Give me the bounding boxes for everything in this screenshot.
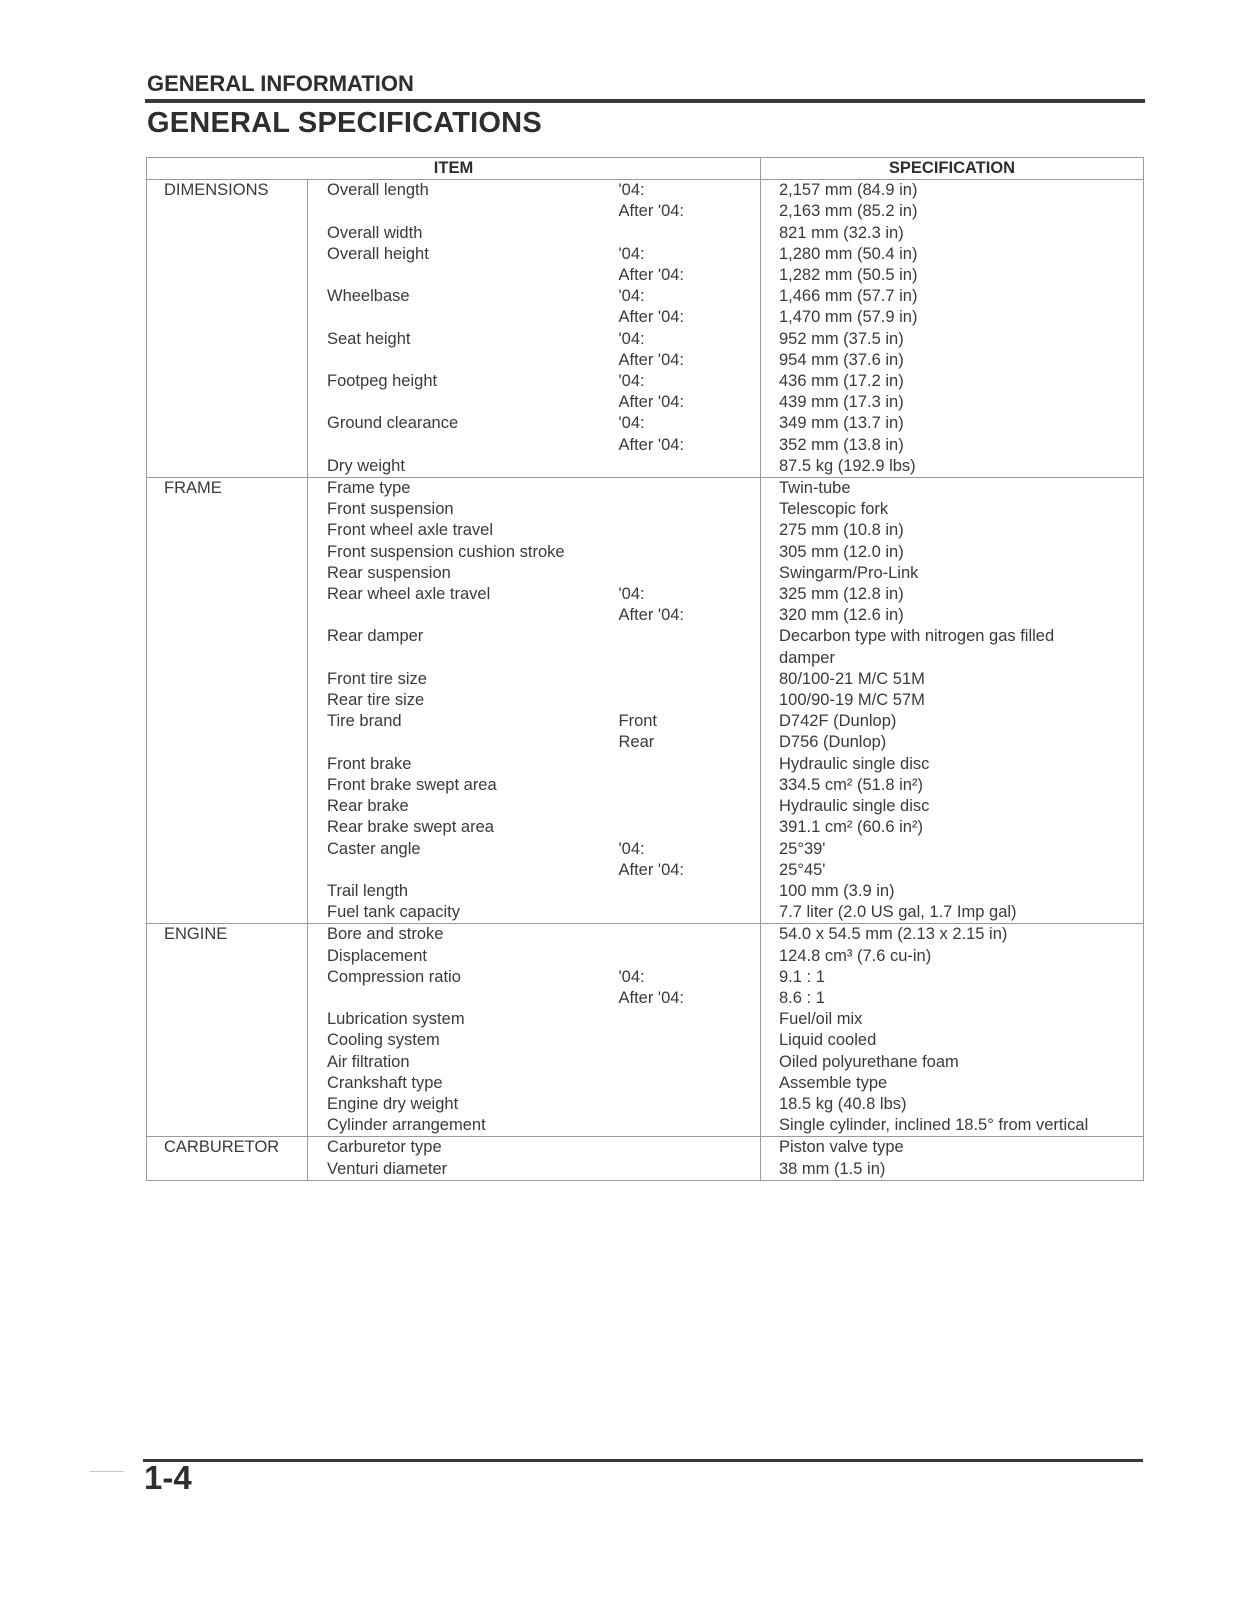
- item-label: Displacement: [327, 946, 427, 965]
- category-cell: [147, 817, 308, 838]
- item-label: Frame type: [327, 479, 411, 498]
- category-cell: [147, 1073, 308, 1094]
- item-cell: [308, 413, 619, 455]
- category-cell: [147, 711, 308, 753]
- qualifier-label: '04:: [618, 372, 645, 391]
- specification-value: Hydraulic single disc: [779, 797, 930, 816]
- table-row: [147, 626, 1144, 668]
- category-cell: [147, 456, 308, 478]
- item-cell: [308, 1030, 619, 1051]
- item-label: Carburetor type: [327, 1138, 442, 1157]
- item-cell: [308, 1137, 619, 1159]
- table-row: [147, 520, 1144, 541]
- specification-cell: [761, 456, 1144, 478]
- specification-cell: [761, 881, 1144, 902]
- item-label: Front brake: [327, 754, 412, 773]
- item-label: Fuel tank capacity: [327, 903, 460, 922]
- specification-value: 1,280 mm (50.4 in): [779, 244, 918, 263]
- table-row: [147, 924, 1144, 946]
- table-row: [147, 1073, 1144, 1094]
- item-cell: [308, 754, 619, 775]
- specification-value: 954 mm (37.6 in): [779, 350, 904, 369]
- category-label: FRAME: [164, 479, 222, 498]
- item-cell: [308, 1009, 619, 1030]
- item-cell: [308, 244, 619, 286]
- item-label: Compression ratio: [327, 967, 461, 986]
- table-row: [147, 1052, 1144, 1073]
- category-cell: [147, 413, 308, 455]
- category-cell: [147, 478, 308, 500]
- specification-value: 7.7 liter (2.0 US gal, 1.7 Imp gal): [779, 903, 1017, 922]
- section-header: GENERAL INFORMATION: [147, 71, 414, 96]
- item-label: Rear brake: [327, 797, 409, 816]
- table-row: [147, 223, 1144, 244]
- specification-value: 1,470 mm (57.9 in): [779, 308, 918, 327]
- specification-value: 2,157 mm (84.9 in): [779, 181, 918, 200]
- table-row: [147, 456, 1144, 478]
- category-cell: [147, 329, 308, 371]
- category-cell: [147, 542, 308, 563]
- qualifier-cell: [619, 329, 761, 371]
- item-label: Lubrication system: [327, 1010, 465, 1029]
- specification-cell: [761, 1159, 1144, 1181]
- category-cell: [147, 286, 308, 328]
- item-cell: [308, 1115, 619, 1137]
- item-cell: [308, 1052, 619, 1073]
- item-cell: [308, 626, 619, 668]
- specification-cell: [761, 967, 1144, 1009]
- item-label: Front suspension cushion stroke: [327, 542, 565, 561]
- qualifier-label: Rear: [618, 733, 655, 752]
- qualifier-cell: [619, 839, 761, 881]
- specification-value: 80/100-21 M/C 51M: [779, 669, 925, 688]
- qualifier-cell: [619, 478, 761, 500]
- qualifier-cell: [619, 244, 761, 286]
- item-label: Rear brake swept area: [327, 818, 494, 837]
- item-label: Cooling system: [327, 1031, 440, 1050]
- specification-value: Oiled polyurethane foam: [779, 1052, 959, 1071]
- category-cell: [147, 1052, 308, 1073]
- qualifier-cell: [619, 754, 761, 775]
- item-cell: [308, 584, 619, 626]
- item-cell: [308, 1073, 619, 1094]
- specification-value: 391.1 cm² (60.6 in²): [779, 818, 923, 837]
- item-label: Air filtration: [327, 1052, 410, 1071]
- item-label: Caster angle: [327, 839, 421, 858]
- qualifier-cell: [619, 286, 761, 328]
- qualifier-cell: [619, 456, 761, 478]
- qualifier-label: After '04:: [618, 435, 685, 454]
- qualifier-cell: [619, 796, 761, 817]
- category-cell: [147, 1137, 308, 1159]
- table-row: [147, 817, 1144, 838]
- category-cell: [147, 223, 308, 244]
- item-cell: [308, 329, 619, 371]
- specification-cell: [761, 1009, 1144, 1030]
- specification-value: Swingarm/Pro-Link: [779, 563, 919, 582]
- item-label: Overall height: [327, 244, 429, 263]
- item-label: Footpeg height: [327, 372, 438, 391]
- item-cell: [308, 1094, 619, 1115]
- table-row: [147, 371, 1144, 413]
- specification-value: 349 mm (13.7 in): [779, 414, 904, 433]
- qualifier-cell: [619, 1030, 761, 1051]
- specification-value: Liquid cooled: [779, 1031, 877, 1050]
- item-cell: [308, 180, 619, 223]
- table-row: [147, 329, 1144, 371]
- category-cell: [147, 499, 308, 520]
- qualifier-cell: [619, 1094, 761, 1115]
- table-row: [147, 754, 1144, 775]
- qualifier-cell: [619, 626, 761, 668]
- table-body: [147, 180, 1144, 1181]
- item-label: Ground clearance: [327, 414, 459, 433]
- specification-value: 9.1 : 1: [779, 967, 825, 986]
- qualifier-label: After '04:: [618, 202, 685, 221]
- category-cell: [147, 924, 308, 946]
- qualifier-label: '04:: [618, 329, 645, 348]
- qualifier-cell: [619, 584, 761, 626]
- item-label: Rear suspension: [327, 563, 451, 582]
- specification-value: Assemble type: [779, 1073, 888, 1092]
- specification-value: Fuel/oil mix: [779, 1010, 863, 1029]
- specification-cell: [761, 775, 1144, 796]
- qualifier-cell: [619, 711, 761, 753]
- column-header-item: ITEM: [147, 158, 761, 180]
- item-label: Wheelbase: [327, 287, 410, 306]
- item-cell: [308, 924, 619, 946]
- table-row: [147, 881, 1144, 902]
- table-row: [147, 690, 1144, 711]
- item-label: Bore and stroke: [327, 925, 444, 944]
- specification-value: 54.0 x 54.5 mm (2.13 x 2.15 in): [779, 925, 1008, 944]
- specification-value: 436 mm (17.2 in): [779, 372, 904, 391]
- specification-value: D742F (Dunlop): [779, 712, 897, 731]
- category-cell: [147, 180, 308, 223]
- category-cell: [147, 1030, 308, 1051]
- category-cell: [147, 1159, 308, 1181]
- specification-cell: [761, 754, 1144, 775]
- specification-cell: [761, 626, 1144, 668]
- qualifier-label: '04:: [618, 244, 645, 263]
- item-cell: [308, 499, 619, 520]
- specification-value: Piston valve type: [779, 1138, 904, 1157]
- item-cell: [308, 286, 619, 328]
- specification-cell: [761, 286, 1144, 328]
- specification-cell: [761, 584, 1144, 626]
- item-cell: [308, 371, 619, 413]
- table-row: [147, 413, 1144, 455]
- specification-value: 821 mm (32.3 in): [779, 223, 904, 242]
- item-label: Engine dry weight: [327, 1094, 459, 1113]
- table-row: [147, 1159, 1144, 1181]
- specification-value: 352 mm (13.8 in): [779, 435, 904, 454]
- qualifier-cell: [619, 881, 761, 902]
- item-cell: [308, 881, 619, 902]
- category-cell: [147, 584, 308, 626]
- specification-cell: [761, 946, 1144, 967]
- specification-value: 2,163 mm (85.2 in): [779, 202, 918, 221]
- item-cell: [308, 563, 619, 584]
- specification-value: Hydraulic single disc: [779, 754, 930, 773]
- specification-value: 952 mm (37.5 in): [779, 329, 904, 348]
- table-row: [147, 711, 1144, 753]
- category-cell: [147, 520, 308, 541]
- specification-value: damper: [779, 648, 835, 667]
- category-cell: [147, 244, 308, 286]
- table-row: [147, 499, 1144, 520]
- table-row: [147, 286, 1144, 328]
- table-row: [147, 542, 1144, 563]
- item-label: Trail length: [327, 881, 409, 900]
- table-row: [147, 1137, 1144, 1159]
- specification-value: 25°39': [779, 839, 826, 858]
- qualifier-cell: [619, 1159, 761, 1181]
- category-cell: [147, 881, 308, 902]
- qualifier-cell: [619, 563, 761, 584]
- item-label: Cylinder arrangement: [327, 1116, 486, 1135]
- column-header-specification: SPECIFICATION: [761, 158, 1144, 180]
- category-cell: [147, 775, 308, 796]
- item-cell: [308, 817, 619, 838]
- qualifier-cell: [619, 371, 761, 413]
- specification-value: 25°45': [779, 860, 826, 879]
- specification-value: 325 mm (12.8 in): [779, 585, 904, 604]
- qualifier-label: Front: [618, 712, 658, 731]
- table-row: [147, 563, 1144, 584]
- item-label: Crankshaft type: [327, 1073, 443, 1092]
- category-cell: [147, 1115, 308, 1137]
- specification-cell: [761, 711, 1144, 753]
- category-cell: [147, 690, 308, 711]
- specification-value: 100 mm (3.9 in): [779, 881, 895, 900]
- category-cell: [147, 669, 308, 690]
- item-cell: [308, 690, 619, 711]
- specification-cell: [761, 902, 1144, 924]
- qualifier-label: After '04:: [618, 350, 685, 369]
- table-row: [147, 584, 1144, 626]
- specification-cell: [761, 690, 1144, 711]
- item-label: Front wheel axle travel: [327, 521, 493, 540]
- category-cell: [147, 902, 308, 924]
- specification-cell: [761, 1137, 1144, 1159]
- specification-value: Twin-tube: [779, 479, 851, 498]
- item-label: Overall length: [327, 181, 429, 200]
- specification-value: 1,282 mm (50.5 in): [779, 266, 918, 285]
- page-title: GENERAL SPECIFICATIONS: [147, 107, 542, 139]
- item-label: Front brake swept area: [327, 775, 497, 794]
- qualifier-cell: [619, 924, 761, 946]
- category-cell: [147, 563, 308, 584]
- qualifier-cell: [619, 413, 761, 455]
- qualifier-label: '04:: [618, 414, 645, 433]
- footer-rule: [143, 1459, 1143, 1462]
- specification-value: 18.5 kg (40.8 lbs): [779, 1094, 907, 1113]
- item-cell: [308, 967, 619, 1009]
- specification-cell: [761, 839, 1144, 881]
- item-label: Rear wheel axle travel: [327, 585, 491, 604]
- specification-cell: [761, 180, 1144, 223]
- item-cell: [308, 542, 619, 563]
- specification-cell: [761, 1094, 1144, 1115]
- specification-value: 1,466 mm (57.7 in): [779, 287, 918, 306]
- table-row: [147, 1009, 1144, 1030]
- qualifier-label: '04:: [618, 181, 645, 200]
- specification-cell: [761, 796, 1144, 817]
- specification-cell: [761, 329, 1144, 371]
- table-row: [147, 946, 1144, 967]
- qualifier-cell: [619, 775, 761, 796]
- specification-value: D756 (Dunlop): [779, 733, 887, 752]
- category-label: CARBURETOR: [164, 1138, 280, 1157]
- qualifier-cell: [619, 690, 761, 711]
- qualifier-cell: [619, 817, 761, 838]
- category-label: ENGINE: [164, 925, 228, 944]
- item-cell: [308, 796, 619, 817]
- qualifier-label: After '04:: [618, 860, 685, 879]
- table-row: [147, 669, 1144, 690]
- category-cell: [147, 626, 308, 668]
- specification-value: 305 mm (12.0 in): [779, 542, 904, 561]
- table-row: [147, 796, 1144, 817]
- specification-value: Decarbon type with nitrogen gas filled: [779, 627, 1055, 646]
- category-cell: [147, 796, 308, 817]
- item-label: Rear damper: [327, 627, 424, 646]
- qualifier-label: After '04:: [618, 606, 685, 625]
- table-row: [147, 478, 1144, 500]
- qualifier-label: After '04:: [618, 266, 685, 285]
- specification-value: 275 mm (10.8 in): [779, 521, 904, 540]
- table-row: [147, 180, 1144, 223]
- qualifier-cell: [619, 542, 761, 563]
- item-label: Front tire size: [327, 669, 427, 688]
- specification-value: Single cylinder, inclined 18.5° from vertical: [779, 1116, 1089, 1135]
- category-cell: [147, 1009, 308, 1030]
- item-label: Rear tire size: [327, 691, 425, 710]
- table-row: [147, 244, 1144, 286]
- item-cell: [308, 456, 619, 478]
- specification-cell: [761, 520, 1144, 541]
- qualifier-cell: [619, 1052, 761, 1073]
- specification-cell: [761, 478, 1144, 500]
- specification-cell: [761, 542, 1144, 563]
- specification-value: 320 mm (12.6 in): [779, 606, 904, 625]
- category-cell: [147, 839, 308, 881]
- item-cell: [308, 775, 619, 796]
- table-row: [147, 902, 1144, 924]
- scan-mark: [90, 1471, 124, 1472]
- specification-value: 124.8 cm³ (7.6 cu-in): [779, 946, 932, 965]
- specification-cell: [761, 669, 1144, 690]
- specification-cell: [761, 1052, 1144, 1073]
- item-cell: [308, 946, 619, 967]
- qualifier-cell: [619, 967, 761, 1009]
- specification-cell: [761, 223, 1144, 244]
- qualifier-cell: [619, 902, 761, 924]
- specification-cell: [761, 817, 1144, 838]
- qualifier-cell: [619, 223, 761, 244]
- item-cell: [308, 669, 619, 690]
- item-cell: [308, 478, 619, 500]
- specification-value: 87.5 kg (192.9 lbs): [779, 456, 916, 475]
- qualifier-cell: [619, 1009, 761, 1030]
- specification-cell: [761, 371, 1144, 413]
- item-cell: [308, 1159, 619, 1181]
- qualifier-label: '04:: [618, 287, 645, 306]
- specification-cell: [761, 1073, 1144, 1094]
- page-number: 1-4: [144, 1459, 192, 1496]
- category-label: DIMENSIONS: [164, 181, 269, 200]
- category-cell: [147, 967, 308, 1009]
- item-label: Venturi diameter: [327, 1159, 448, 1178]
- item-cell: [308, 711, 619, 753]
- qualifier-label: After '04:: [618, 988, 685, 1007]
- specification-cell: [761, 1115, 1144, 1137]
- specifications-table: [146, 157, 1144, 1181]
- item-cell: [308, 839, 619, 881]
- qualifier-cell: [619, 946, 761, 967]
- qualifier-label: '04:: [618, 967, 645, 986]
- table-header-row: [147, 158, 1144, 180]
- qualifier-cell: [619, 499, 761, 520]
- qualifier-cell: [619, 1115, 761, 1137]
- specification-value: 8.6 : 1: [779, 988, 825, 1007]
- item-label: Front suspension: [327, 500, 454, 519]
- item-label: Dry weight: [327, 456, 405, 475]
- specification-cell: [761, 499, 1144, 520]
- category-cell: [147, 946, 308, 967]
- table-row: [147, 775, 1144, 796]
- item-cell: [308, 223, 619, 244]
- table-row: [147, 967, 1144, 1009]
- item-label: Overall width: [327, 223, 423, 242]
- qualifier-label: After '04:: [618, 308, 685, 327]
- qualifier-cell: [619, 669, 761, 690]
- specification-value: 439 mm (17.3 in): [779, 393, 904, 412]
- item-cell: [308, 520, 619, 541]
- category-cell: [147, 1094, 308, 1115]
- specification-cell: [761, 563, 1144, 584]
- specification-value: Telescopic fork: [779, 500, 889, 519]
- table-row: [147, 1115, 1144, 1137]
- specification-value: 38 mm (1.5 in): [779, 1159, 886, 1178]
- qualifier-label: After '04:: [618, 393, 685, 412]
- table-row: [147, 1094, 1144, 1115]
- qualifier-cell: [619, 180, 761, 223]
- specification-cell: [761, 413, 1144, 455]
- specification-value: 100/90-19 M/C 57M: [779, 691, 925, 710]
- category-cell: [147, 754, 308, 775]
- table-row: [147, 839, 1144, 881]
- item-cell: [308, 902, 619, 924]
- item-label: Seat height: [327, 329, 411, 348]
- table-row: [147, 1030, 1144, 1051]
- qualifier-label: '04:: [618, 839, 645, 858]
- qualifier-label: '04:: [618, 585, 645, 604]
- specification-cell: [761, 244, 1144, 286]
- header-rule: [145, 99, 1145, 103]
- qualifier-cell: [619, 520, 761, 541]
- item-label: Tire brand: [327, 712, 402, 731]
- qualifier-cell: [619, 1137, 761, 1159]
- specification-cell: [761, 1030, 1144, 1051]
- category-cell: [147, 371, 308, 413]
- specification-cell: [761, 924, 1144, 946]
- specification-value: 334.5 cm² (51.8 in²): [779, 775, 923, 794]
- qualifier-cell: [619, 1073, 761, 1094]
